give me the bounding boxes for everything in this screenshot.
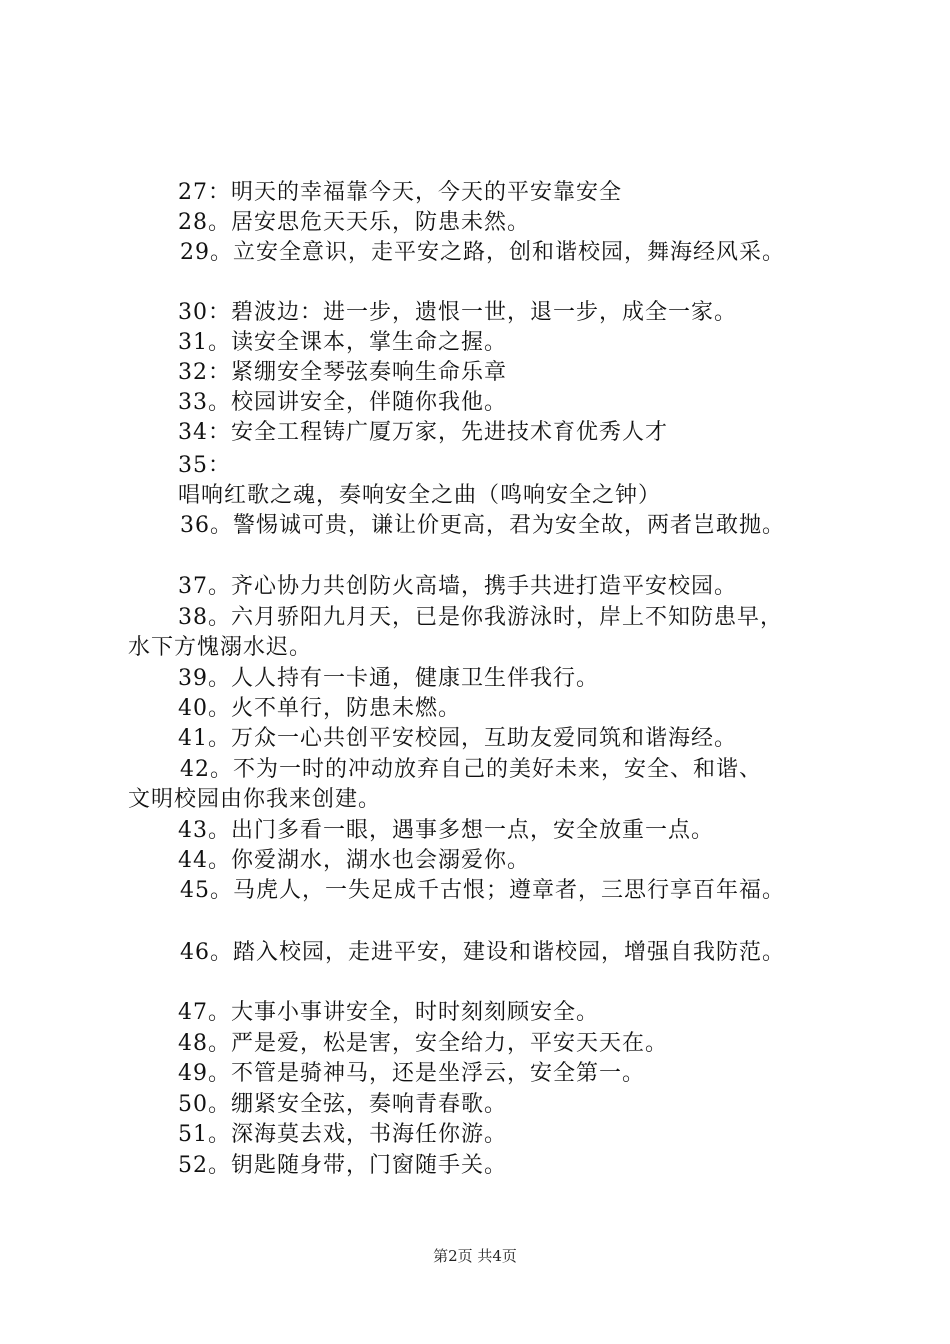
text-line-35-content: 唱响红歌之魂，奏响安全之曲（鸣响安全之钟）: [178, 483, 662, 508]
text-line-31: 31。读安全课本，掌生命之握。: [178, 330, 507, 355]
text-line-38: 38。六月骄阳九月天，已是你我游泳时，岸上不知防患早，: [178, 605, 783, 630]
text-line-30: 30：碧波边：进一步，遗恨一世，退一步，成全一家。: [178, 300, 737, 325]
text-line-34: 34：安全工程铸广厦万家，先进技术育优秀人才: [178, 420, 668, 445]
text-line-32: 32：紧绷安全琴弦奏响生命乐章: [178, 360, 507, 385]
text-line-50: 50。绷紧安全弦，奏响青春歌。: [178, 1092, 507, 1117]
text-line-29: 29。立安全意识，走平安之路，创和谐校园，舞海经风采。: [180, 240, 785, 265]
text-line-40: 40。火不单行，防患未燃。: [178, 696, 461, 721]
text-line-37: 37。齐心协力共创防火高墙，携手共进打造平安校园。: [178, 574, 737, 599]
text-line-44: 44。你爱湖水，湖水也会溺爱你。: [178, 848, 530, 873]
text-line-52: 52。钥匙随身带，门窗随手关。: [178, 1153, 507, 1178]
text-line-46: 46。踏入校园，走进平安，建设和谐校园，增强自我防范。: [180, 940, 785, 965]
text-line-41: 41。万众一心共创平安校园，互助友爱同筑和谐海经。: [178, 726, 737, 751]
text-line-33: 33。校园讲安全，伴随你我他。: [178, 390, 507, 415]
text-line-42-cont: 文明校园由你我来创建。: [128, 787, 382, 812]
text-line-35: 35：: [178, 453, 231, 478]
text-line-38-cont: 水下方愧溺水迟。: [128, 635, 313, 660]
text-line-27: 27：明天的幸福靠今天，今天的平安靠安全: [178, 180, 622, 205]
text-line-28: 28。居安思危天天乐，防患未然。: [178, 210, 530, 235]
text-line-42: 42。不为一时的冲动放弃自己的美好未来，安全、和谐、: [180, 757, 762, 782]
text-line-49: 49。不管是骑神马，还是坐浮云，安全第一。: [178, 1061, 645, 1086]
page-footer: 第2页 共4页: [433, 1247, 517, 1265]
text-line-39: 39。人人持有一卡通，健康卫生伴我行。: [178, 666, 599, 691]
text-line-45: 45。马虎人，一失足成千古恨；遵章者，三思行享百年福。: [180, 878, 785, 903]
text-line-47: 47。大事小事讲安全，时时刻刻顾安全。: [178, 1000, 599, 1025]
text-line-51: 51。深海莫去戏，书海任你游。: [178, 1122, 507, 1147]
text-line-48: 48。严是爱，松是害，安全给力，平安天天在。: [178, 1031, 668, 1056]
text-line-43: 43。出门多看一眼，遇事多想一点，安全放重一点。: [178, 818, 714, 843]
text-line-36: 36。警惕诚可贵，谦让价更高，君为安全故，两者岂敢抛。: [180, 513, 785, 538]
